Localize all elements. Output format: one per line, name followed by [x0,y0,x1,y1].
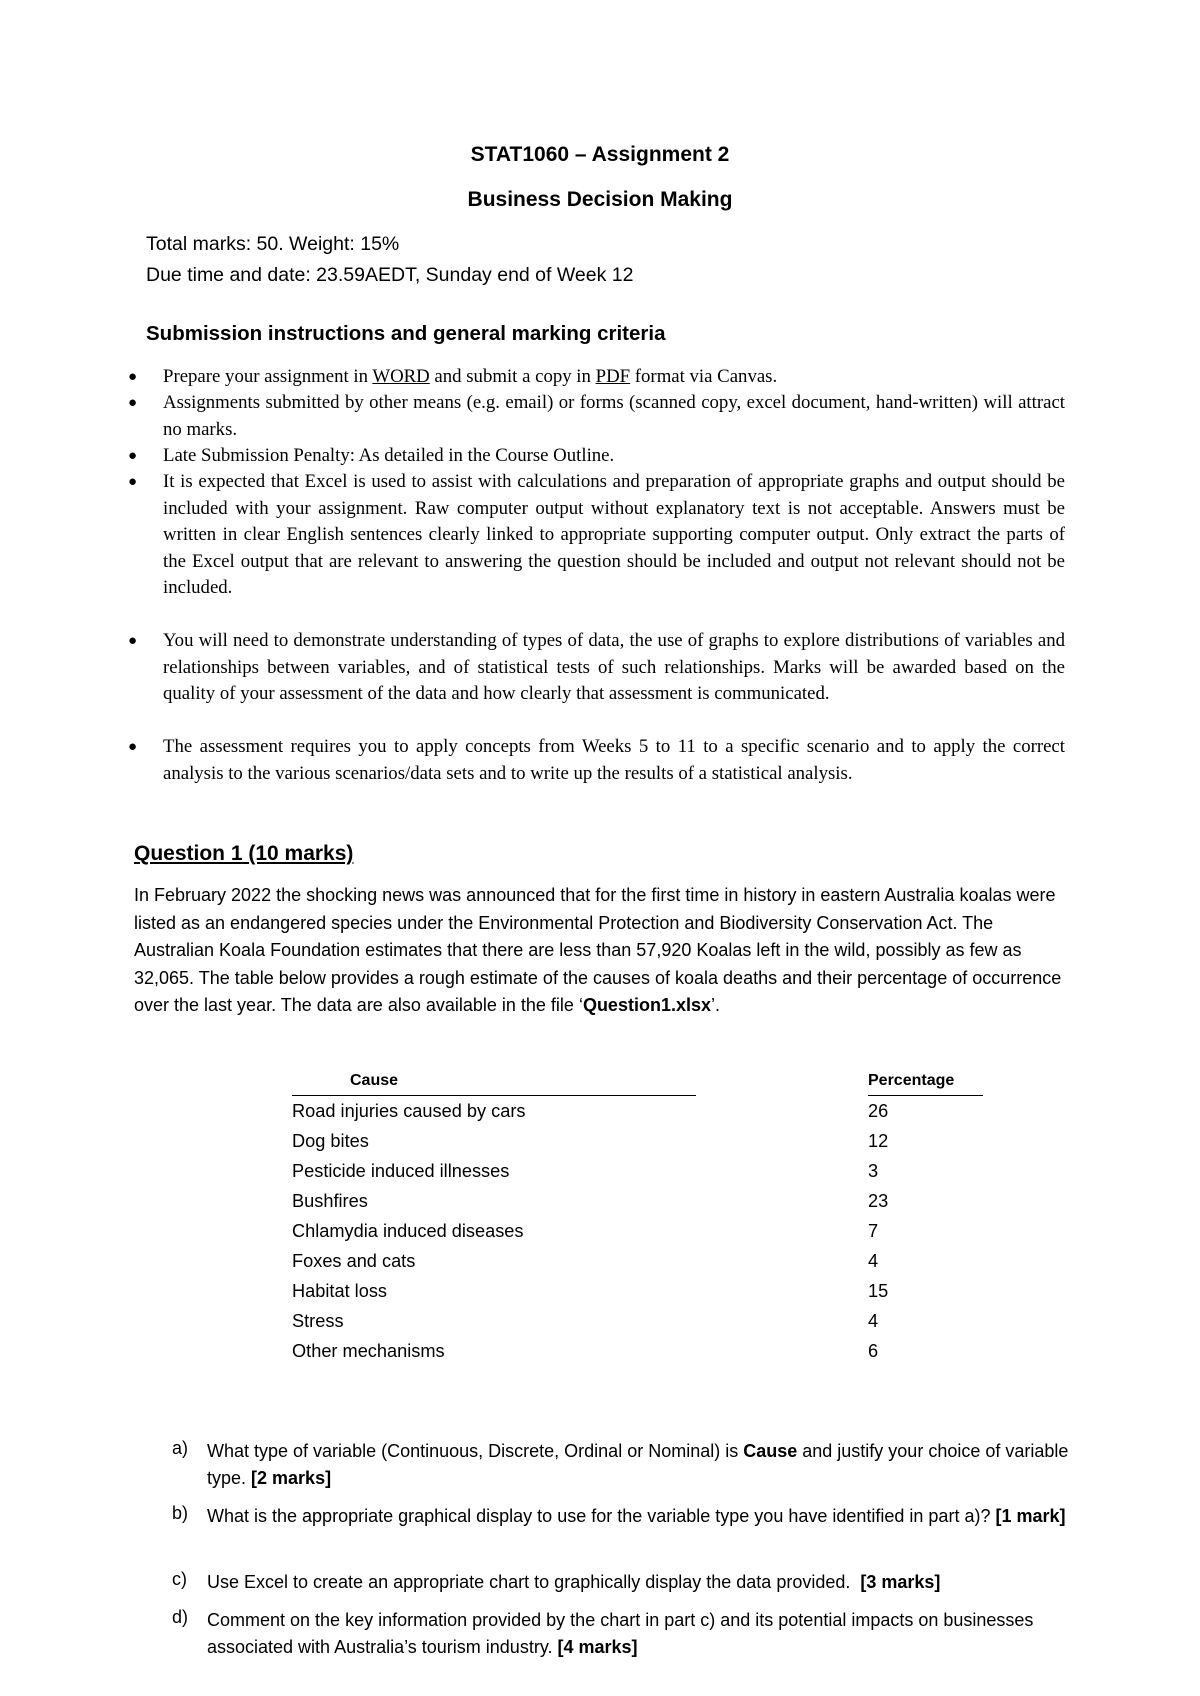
bullet-icon: ● [128,739,138,755]
due-date: Due time and date: 23.59AEDT, Sunday end of Week 12 [146,264,634,286]
table-cell-percentage: 3 [868,1161,879,1181]
total-marks: Total marks: 50. Weight: 15% [146,233,400,255]
table-header-cause [292,1072,696,1096]
part-b-question: What is the appropriate graphical display to use for the variable type you have identified in part a)? [1 mark] [207,1506,1066,1526]
table-cell-cause: Bushfires [292,1191,368,1211]
table-cell-cause: Foxes and cats [292,1251,416,1271]
table-cell-cause: Other mechanisms [292,1341,445,1361]
submission-heading: Submission instructions and general marking criteria [146,322,666,345]
table-cell-percentage: 15 [868,1281,889,1301]
bullet-icon: ● [128,369,138,385]
bullet-icon: ● [128,633,138,649]
document-subtitle: Business Decision Making [467,188,733,211]
instruction-item: The assessment requires you to apply concepts from Weeks 5 to 11 to a specific scenario and to apply the correct analysis to the various scenarios/data sets and to write up the results of a statistical analysis. [163,736,1065,784]
question-1-intro: In February 2022 the shocking news was announced that for the first time in history in eastern Australia koalas were listed as an endangered species under the Environmental Protection and Biodiversity Conservation Act. The Australian Koala Foundation estimates that there are less than 57,920 Koalas left in the wild, possibly as few as 32,065. The table below provides a rough estimate of the causes of koala deaths and their percentage of occurrence over the last year. The data are also available in the file ‘Question1.xlsx’. [134,885,1062,1015]
instruction-item: Late Submission Penalty: As detailed in the Course Outline. [163,445,615,466]
document-title: STAT1060 – Assignment 2 [470,143,730,166]
table-cell-cause: Road injuries caused by cars [292,1101,526,1121]
part-a-question: What type of variable (Continuous, Discrete, Ordinal or Nominal) is Cause and justify your choice of variable type. [2 marks] [207,1441,1069,1488]
table-cell-percentage: 12 [868,1131,889,1151]
part-a-letter: a) [172,1438,189,1458]
table-cell-cause: Chlamydia induced diseases [292,1221,524,1241]
table-cell-cause: Habitat loss [292,1281,388,1301]
table-cell-percentage: 23 [868,1191,889,1211]
instruction-item: You will need to demonstrate understanding of types of data, the use of graphs to explore distributions of variables and relationships between variables, and of statistical tests of such relationships. Marks will be awarded based on the quality of your assessment of the data and how clearly that assessment is communicated. [163,630,1065,704]
question-1-heading: Question 1 (10 marks) [134,842,354,865]
part-c-question: Use Excel to create an appropriate chart to graphically display the data provided. [3 marks] [207,1572,941,1592]
table-column-cause: Cause [350,1072,399,1089]
bullet-icon: ● [128,448,138,464]
instruction-item: Assignments submitted by other means (e.g. email) or forms (scanned copy, excel document, hand-written) will attract no marks. [163,392,1065,440]
part-b-letter: b) [172,1503,189,1523]
part-c-letter: c) [172,1569,187,1589]
instruction-item: Prepare your assignment in WORD and submit a copy in PDF format via Canvas. [163,366,778,387]
table-cell-cause: Pesticide induced illnesses [292,1161,510,1181]
table-cell-percentage: 26 [868,1101,889,1121]
part-d-letter: d) [172,1607,189,1627]
table-cell-cause: Stress [292,1311,344,1331]
part-d-question: Comment on the key information provided by the chart in part c) and its potential impacts on businesses associated with Australia’s tourism industry. [4 marks] [207,1610,1034,1657]
table-cell-percentage: 6 [868,1341,879,1361]
table-header-percentage [868,1072,983,1096]
bullet-icon: ● [128,395,138,411]
table-column-percentage: Percentage [868,1072,955,1089]
table-cell-percentage: 4 [868,1311,879,1331]
table-cell-percentage: 7 [868,1221,879,1241]
instruction-item: It is expected that Excel is used to assist with calculations and preparation of appropriate graphs and output should be included with your assignment. Raw computer output without explanatory text is not acceptable. Answers must be written in clear English sentences clearly linked to appropriate supporting computer output. Only extract the parts of the Excel output that are relevant to answering the question should be included and output not relevant should not be included. [163,471,1065,598]
table-cell-cause: Dog bites [292,1131,369,1151]
bullet-icon: ● [128,474,138,490]
table-cell-percentage: 4 [868,1251,879,1271]
